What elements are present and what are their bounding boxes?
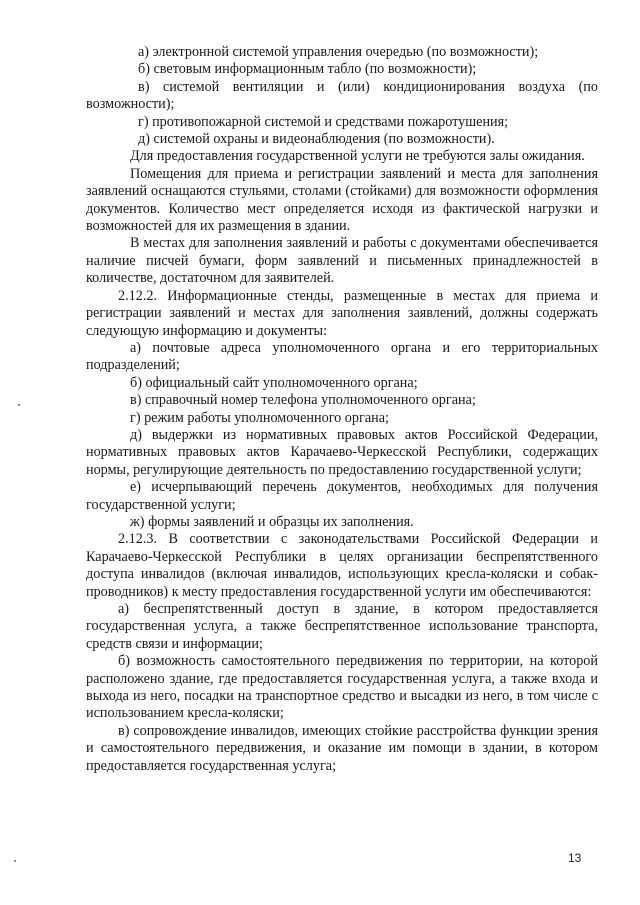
paragraph-document-places: В местах для заполнения заявлений и работы с документами обеспечивается наличие писчей бумаги, форм заявлений и письменных принадлежностей в количестве, достаточном для заявителей. [86, 235, 598, 287]
info-item-g: г) режим работы уполномоченного органа; [130, 409, 389, 426]
list-item-g: г) противопожарной системой и средствами пожаротушения; [138, 113, 509, 130]
info-item-a: а) почтовые адреса уполномоченного органа и его территориальных подразделений; [86, 339, 598, 374]
info-item-b: б) официальный сайт уполномоченного органа; [130, 374, 418, 391]
scan-speck [18, 404, 20, 406]
page-number: 13 [568, 851, 582, 865]
list-item-a: а) электронной системой управления очередью (по возможности); [138, 44, 539, 60]
section-2-12-2: 2.12.2. Информационные стенды, размещенные в местах для приема и регистрации заявлений и местах для заполнения заявлений, должны содержать следующую информацию и документы: [86, 287, 598, 339]
info-item-e: е) исчерпывающий перечень документов, необходимых для получения государственной услуги; [86, 479, 598, 513]
info-item-zh: ж) формы заявлений и образцы их заполнения. [130, 513, 414, 530]
list-item-v: в) системой вентиляции и (или) кондиционирования воздуха (по возможности); [86, 78, 598, 113]
access-item-a: а) беспрепятственный доступ в здание, в котором предоставляется государственная услуга, а также беспрепятственное использование транспорта, средств связи и информации; [86, 601, 598, 652]
list-item-d: д) системой охраны и видеонаблюдения (по возможности). [138, 131, 495, 148]
paragraph-premises: Помещения для приема и регистрации заявлений и места для заполнения заявлений оснащаются стульями, столами (стойками) для возможности оформления документов. Количество мест определяется исходя из фактической нагрузки и возможностей для их размещения в здании. [86, 165, 598, 235]
info-item-d: д) выдержки из нормативных правовых актов Российской Федерации, нормативных правовых актов Карачаево-Черкесской Республики, содержащих нормы, регулирующие деятельность по предоставлению государственной услуги; [86, 426, 598, 478]
document-body [86, 44, 598, 775]
access-item-b: б) возможность самостоятельного передвижения по территории, на которой расположено здание, где предоставляется государственная услуга, а также входа и выхода из него, посадки на транспортное средство и высадки из него, в том числе с использованием кресла-коляски; [86, 653, 598, 722]
access-item-v: в) сопровождение инвалидов, имеющих стойкие расстройства функции зрения и самостоятельного передвижения, и оказание им помощи в здании, в котором предоставляется государственная услуга; [86, 722, 598, 774]
paragraph-waiting-rooms: Для предоставления государственной услуги не требуются залы ожидания. [130, 148, 585, 165]
section-2-12-3: 2.12.3. В соответствии с законодательствами Российской Федерации и Карачаево-Черкесской Республики в целях организации беспрепятственного доступа инвалидов (включая инвалидов, использующих кресла-коляски и собак-проводников) к месту предоставления государственной услуги им обеспечиваются: [86, 531, 598, 600]
scan-speck [14, 860, 16, 862]
list-item-b: б) световым информационным табло (по возможности); [138, 61, 477, 78]
info-item-v: в) справочный номер телефона уполномоченного органа; [130, 392, 476, 409]
